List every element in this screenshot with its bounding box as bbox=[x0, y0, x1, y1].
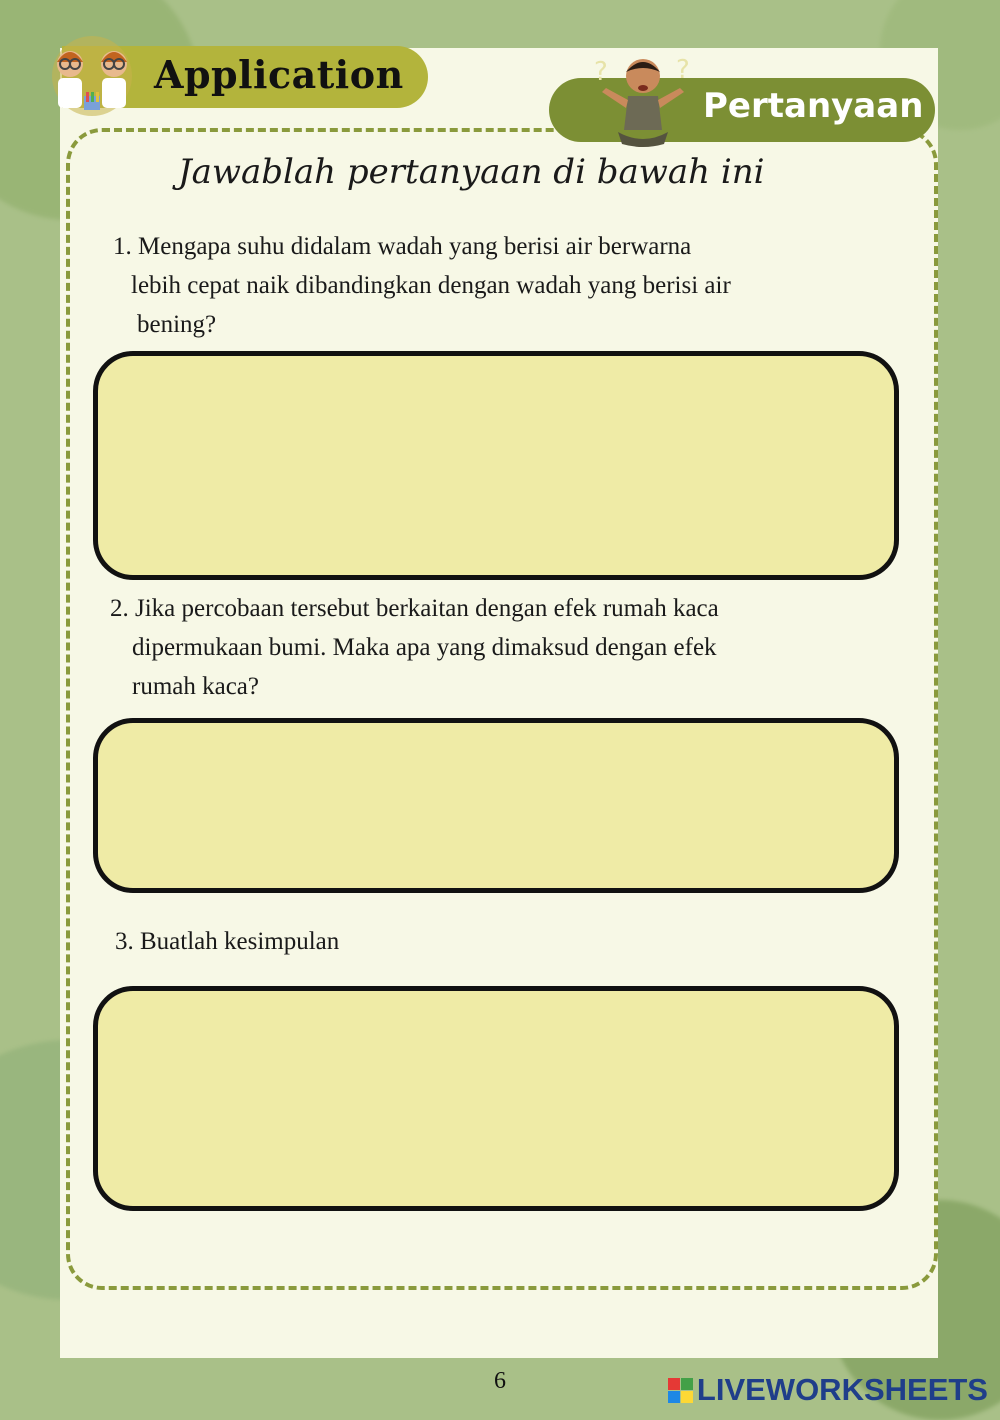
page-number: 6 bbox=[494, 1368, 506, 1394]
question-3 bbox=[115, 922, 339, 961]
question-1-line-3: bening? bbox=[137, 311, 217, 338]
brand-link[interactable] bbox=[668, 1372, 988, 1408]
question-1 bbox=[113, 227, 731, 344]
svg-text:?: ? bbox=[676, 55, 690, 85]
question-title: Pertanyaan bbox=[703, 86, 924, 126]
thinking-boy-icon bbox=[588, 50, 698, 150]
brand-text: LIVEWORKSHEETS bbox=[696, 1372, 988, 1407]
answer-box-3[interactable] bbox=[93, 986, 899, 1211]
question-1-line-2: lebih cepat naik dibandingkan dengan wadah yang berisi air bbox=[131, 272, 731, 299]
application-title: Application bbox=[154, 52, 404, 97]
answer-box-2[interactable] bbox=[93, 718, 899, 893]
question-3-line-1: 3. Buatlah kesimpulan bbox=[115, 928, 340, 955]
question-2-line-1: 2. Jika percobaan tersebut berkaitan dengan efek rumah kaca bbox=[110, 595, 719, 622]
answer-box-1[interactable] bbox=[93, 351, 899, 580]
liveworksheets-logo-icon bbox=[668, 1378, 693, 1403]
instruction-text: Jawablah pertanyaan di bawah ini bbox=[178, 152, 765, 192]
scientist-kids-icon bbox=[40, 34, 144, 118]
question-2-line-3: rumah kaca? bbox=[132, 673, 260, 700]
svg-text:?: ? bbox=[594, 57, 608, 87]
question-2-line-2: dipermukaan bumi. Maka apa yang dimaksud dengan efek bbox=[132, 634, 717, 661]
question-2 bbox=[110, 589, 719, 706]
question-1-line-1: 1. Mengapa suhu didalam wadah yang berisi air berwarna bbox=[113, 233, 692, 260]
